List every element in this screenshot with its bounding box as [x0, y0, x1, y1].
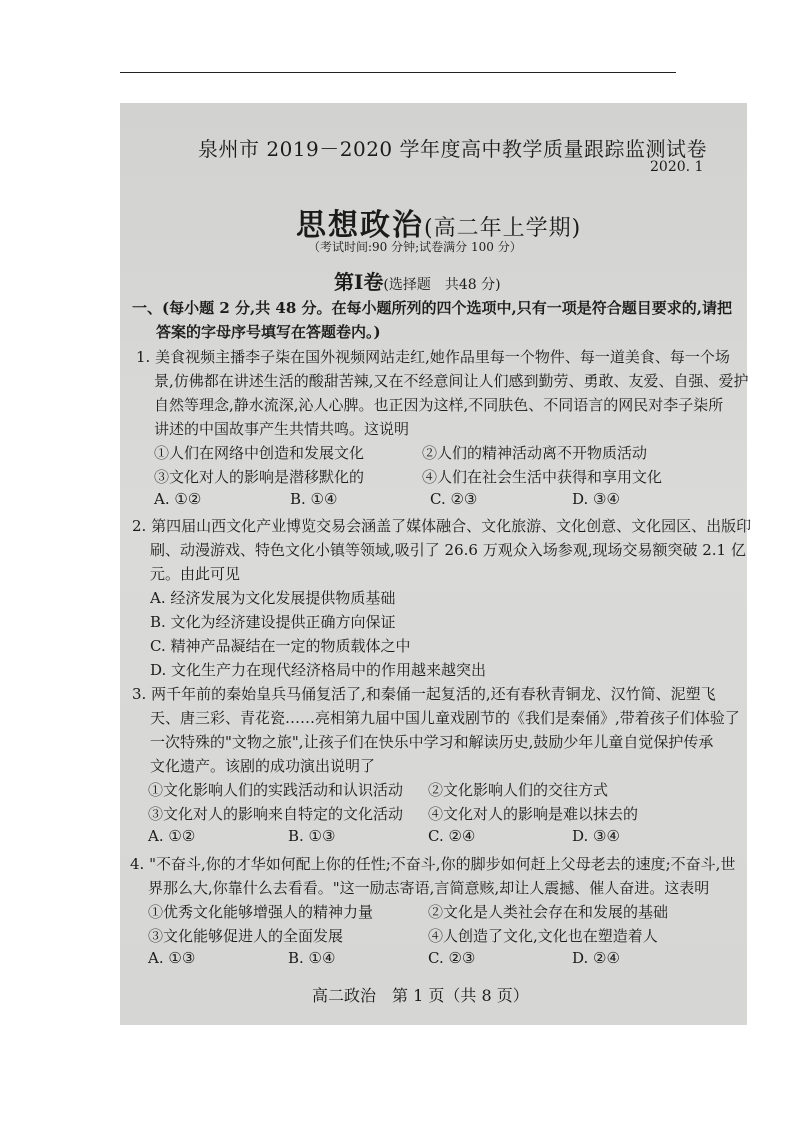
q1-stem-line: 景,仿佛都在讲述生活的酸甜苦辣,又在不经意间让人们感到勤劳、勇敢、友爱、自强、爱护: [154, 372, 749, 390]
subject-subtitle: (高二年上学期): [424, 216, 582, 241]
q2-stem-line: 刷、动漫游戏、特色文化小镇等领域,吸引了 26.6 万观众入场参观,现场交易额突破 2.1 亿: [150, 541, 746, 559]
section-instruction: 一、(每小题 2 分,共 48 分。在每小题所列的四个选项中,只有一项是符合题目要求的,请把: [132, 299, 732, 317]
q1-stem-line: 1. 美食视频主播李子柒在国外视频网站走红,她作品里每一个物件、每一道美食、每一个场: [136, 348, 730, 366]
q2-stem-line: 元。由此可见: [150, 565, 241, 583]
q1-item: ①人们在网络中创造和发展文化: [154, 444, 365, 462]
q4-item: ②文化是人类社会存在和发展的基础: [428, 903, 669, 921]
q1-choice: D. ③④: [572, 490, 620, 508]
q1-item: ④人们在社会生活中获得和享用文化: [422, 468, 663, 486]
exam-date: 2020. 1: [650, 159, 704, 175]
q2-option: A. 经济发展为文化发展提供物质基础: [150, 589, 396, 607]
q3-stem-line: 文化遗产。该剧的成功演出说明了: [150, 757, 376, 775]
q1-stem-line: 自然等理念,静水流深,沁人心脾。也正因为这样,不同肤色、不同语言的网民对李子柒所: [154, 396, 724, 414]
q1-choice: B. ①④: [290, 490, 338, 508]
q3-choice: C. ②④: [428, 827, 476, 845]
q3-item: ②文化影响人们的交往方式: [428, 781, 609, 799]
exam-title: 泉州市 2019－2020 学年度高中教学质量跟踪监测试卷: [198, 137, 708, 161]
q3-stem-line: 天、唐三彩、青花瓷……亮相第九届中国儿童戏剧节的《我们是秦俑》,带着孩子们体验了: [150, 709, 740, 727]
q3-choice: B. ①③: [288, 827, 336, 845]
q2-option: B. 文化为经济建设提供正确方向保证: [150, 613, 396, 631]
q4-choice: C. ②③: [428, 949, 476, 967]
volume-heading: [334, 266, 501, 295]
q3-item: ①文化影响人们的实践活动和认识活动: [148, 781, 404, 799]
q1-stem-line: 讲述的中国故事产生共情共鸣。这说明: [154, 420, 410, 438]
q1-item: ③文化对人的影响是潜移默化的: [154, 468, 365, 486]
top-rule: [120, 72, 676, 73]
q4-choice: B. ①④: [288, 949, 336, 967]
q3-stem-line: 一次特殊的"文物之旅",让孩子们在快乐中学习和解读历史,鼓励少年儿童自觉保护传承: [150, 733, 714, 751]
exam-info: （考试时间:90 分钟;试卷满分 100 分）: [308, 240, 522, 254]
exam-paper-photo: [120, 103, 752, 1025]
volume-subtitle: (选择题 共48 分): [383, 277, 501, 293]
q4-choice: D. ②④: [572, 949, 620, 967]
q4-item: ④人创造了文化,文化也在塑造着人: [428, 927, 658, 945]
q2-option: C. 精神产品凝结在一定的物质载体之中: [150, 637, 411, 655]
q3-stem-line: 3. 两千年前的秦始皇兵马俑复活了,和秦俑一起复活的,还有春秋青铜龙、汉竹简、泥塑飞: [132, 685, 716, 703]
section-instruction: 答案的字母序号填写在答题卷内。): [156, 323, 381, 341]
q3-item: ④文化对人的影响是难以抹去的: [428, 805, 639, 823]
q3-item: ③文化对人的影响来自特定的文化活动: [148, 805, 404, 823]
q4-stem-line: 4. "不奋斗,你的才华如何配上你的任性;不奋斗,你的脚步如何赶上父母老去的速度;不奋斗,世: [130, 855, 736, 873]
q1-choice: A. ①②: [154, 490, 202, 508]
q4-item: ③文化能够促进人的全面发展: [148, 927, 344, 945]
q4-choice: A. ①③: [148, 949, 196, 967]
q4-stem-line: 界那么大,你靠什么去看看。"这一励志寄语,言简意赅,却让人震撼、催人奋进。这表明: [148, 879, 710, 897]
subject-name: 思想政治: [296, 208, 424, 243]
q2-stem-line: 2. 第四届山西文化产业博览交易会涵盖了媒体融合、文化旅游、文化创意、文化园区、出版印: [132, 517, 752, 535]
q4-item: ①优秀文化能够增强人的精神力量: [148, 903, 374, 921]
page-footer: 高二政治 第 1 页（共 8 页）: [312, 986, 529, 1005]
volume-name: 第Ⅰ卷: [334, 270, 384, 294]
q1-item: ②人们的精神活动离不开物质活动: [422, 444, 648, 462]
q2-option: D. 文化生产力在现代经济格局中的作用越来越突出: [150, 661, 487, 679]
q3-choice: D. ③④: [572, 827, 620, 845]
q1-choice: C. ②③: [430, 490, 478, 508]
q3-choice: A. ①②: [148, 827, 196, 845]
